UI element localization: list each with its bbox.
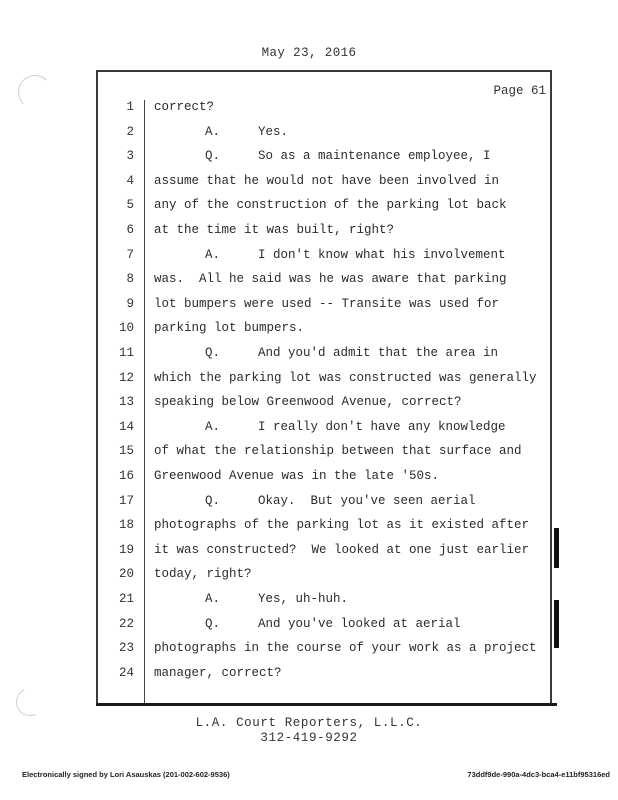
transcript-line [100,149,550,169]
speaker-label: Q. [205,346,221,360]
line-number: 10 [118,321,134,336]
transcript-line [100,395,550,415]
line-number: 22 [118,616,134,631]
transcript-line [100,174,550,194]
line-number: 7 [126,247,134,262]
transcript-line [100,223,550,243]
line-text: I really don't have any knowledge [258,419,506,434]
line-number: 23 [118,641,134,656]
line-number: 16 [118,469,134,483]
line-text: Greenwood Avenue was in the late '50s. [154,469,440,483]
transcript-line [100,125,550,145]
transcript-line [100,371,550,391]
line-number: 3 [126,149,134,164]
line-text: assume that he would not have been involved in [154,173,500,188]
line-text: was. All he said was he was aware that parking [154,272,507,287]
line-number: 20 [118,567,134,582]
speaker-label: A. [205,247,221,262]
line-number: 6 [126,223,134,237]
transcript-line [100,518,550,538]
line-number: 24 [118,665,134,680]
punch-hole-mark [18,75,52,109]
speaker-label: Q. [205,616,221,631]
transcript-line [100,346,550,366]
transcript-line [100,666,550,686]
transcript-date: May 23, 2016 [261,46,357,60]
reporter-phone: 312-419-9292 [260,731,358,745]
line-text: And you've looked at aerial [258,616,461,631]
line-number: 2 [126,124,134,139]
transcript-line [100,248,550,268]
line-text: I don't know what his involvement [258,247,506,262]
line-number: 11 [118,346,134,360]
speaker-label: Q. [205,493,221,508]
document-hash: 73ddf9de-990a-4dc3-bca4-e11bf95316ed [467,770,610,779]
margin-change-bar [554,528,559,568]
line-number: 9 [126,296,134,311]
speaker-label: A. [205,124,221,139]
line-number: 15 [118,444,134,459]
line-text: parking lot bumpers. [154,321,305,336]
line-text: Okay. But you've seen aerial [258,493,476,508]
line-number: 17 [118,493,134,508]
electronic-signature-note: Electronically signed by Lori Asauskas (201-002-602-9536) [22,770,230,779]
transcript-line [100,272,550,292]
transcript-line [100,494,550,514]
line-text: And you'd admit that the area in [258,346,499,360]
line-number: 12 [118,370,134,385]
line-text: Yes, uh-huh. [258,592,349,606]
reporter-company: L.A. Court Reporters, L.L.C. [195,716,423,730]
line-text: today, right? [154,567,252,582]
line-number: 19 [118,542,134,557]
line-text: of what the relationship between that surface and [154,444,522,459]
transcript-line [100,444,550,464]
speaker-label: A. [205,592,221,606]
line-number: 8 [126,272,134,287]
transcript-line [100,543,550,563]
page-number: Page 61 [493,84,546,98]
speaker-label: A. [205,419,221,434]
line-text: photographs in the course of your work as a project [154,641,537,656]
line-text: at the time it was built, right? [154,223,395,237]
transcript-line [100,198,550,218]
line-number: 5 [126,198,134,213]
transcript-line [100,297,550,317]
transcript-line [100,567,550,587]
line-number: 21 [118,592,134,606]
frame-bottom-rule [96,703,557,706]
line-text: which the parking lot was constructed was generally [154,370,537,385]
line-text: Yes. [258,124,289,139]
transcript-line [100,321,550,341]
line-number: 1 [126,100,134,114]
punch-hole-mark [12,684,48,720]
transcript-line [100,592,550,612]
margin-change-bar [554,600,559,648]
speaker-label: Q. [205,149,221,164]
line-text: it was constructed? We looked at one just earlier [154,542,530,557]
line-number: 18 [118,518,134,533]
line-number: 14 [118,419,134,434]
line-text: lot bumpers were used -- Transite was used for [154,296,500,311]
line-text: photographs of the parking lot as it existed after [154,518,530,533]
line-text: speaking below Greenwood Avenue, correct? [154,395,462,410]
line-text: correct? [154,100,215,114]
line-number: 13 [118,395,134,410]
transcript-line [100,420,550,440]
transcript-line [100,641,550,661]
line-text: So as a maintenance employee, I [258,149,491,164]
line-text: any of the construction of the parking lot back [154,198,507,213]
line-number: 4 [126,173,134,188]
line-text: manager, correct? [154,665,282,680]
transcript-line [100,100,550,120]
transcript-line [100,617,550,637]
transcript-line [100,469,550,489]
